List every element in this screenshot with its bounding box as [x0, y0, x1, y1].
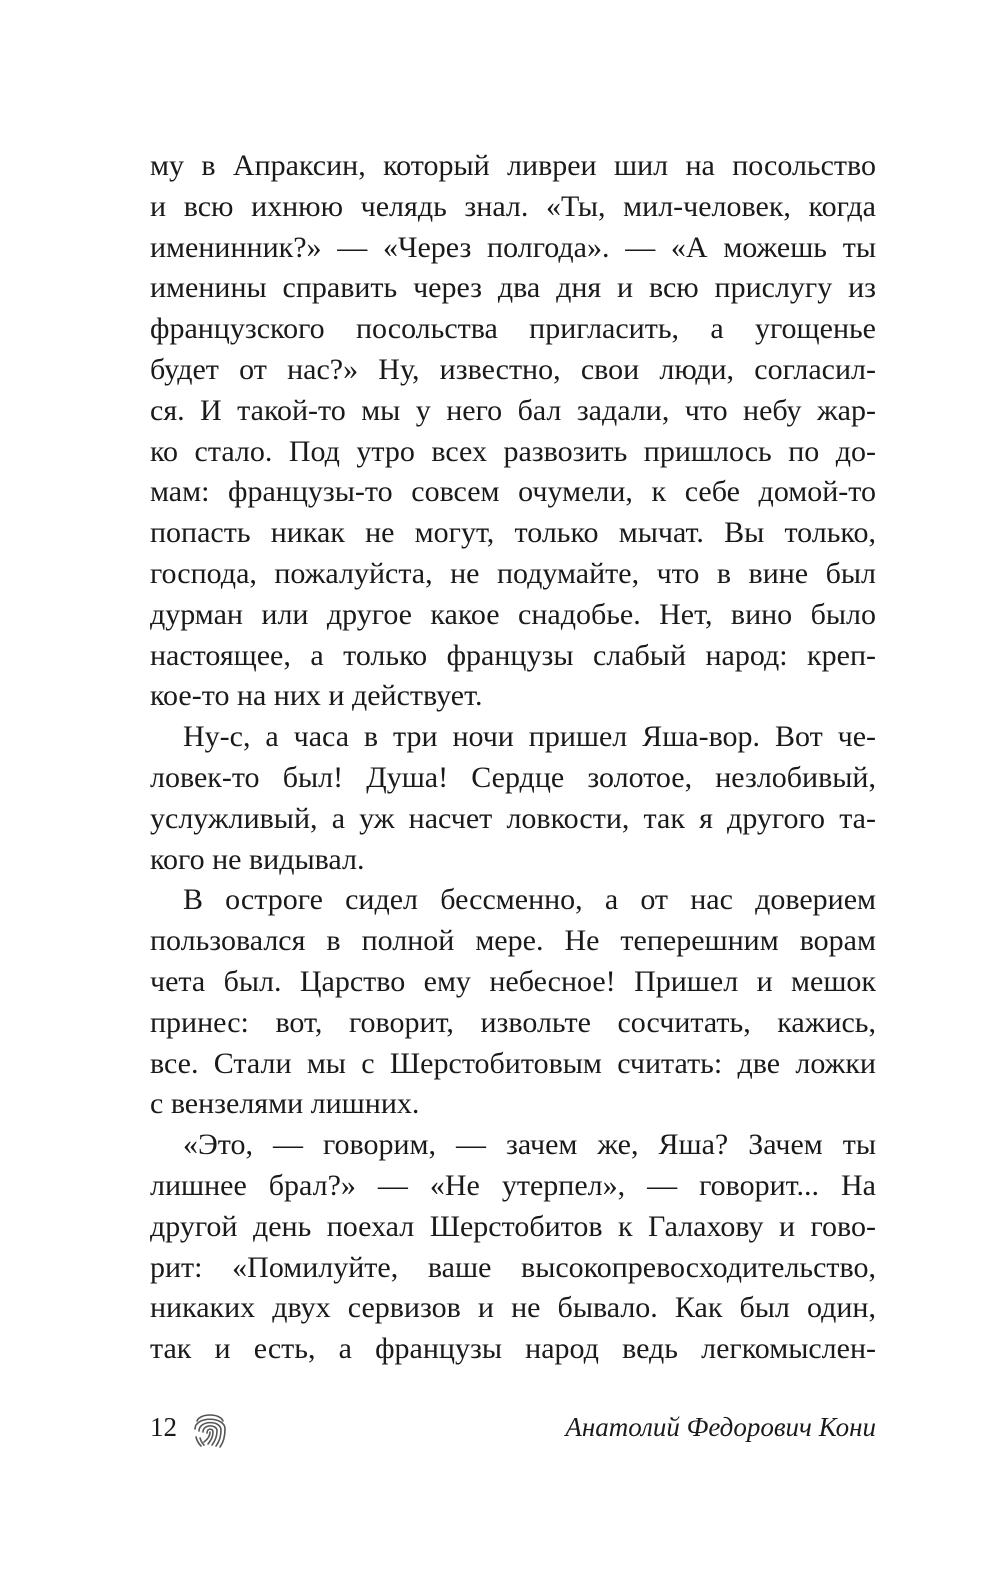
- text-line: ся. И такой-то мы у него бал задали, что небу жар-: [150, 393, 876, 427]
- text-line: все. Стали мы с Шерстобитовым считать: две ложки: [150, 1046, 876, 1080]
- text-line: лишнее брал?» — «Не утерпел», — говорит... На: [150, 1168, 876, 1202]
- text-line: никаких двух сервизов и не бывало. Как был один,: [150, 1291, 876, 1325]
- text-line: мам: французы-то совсем очумели, к себе домой-то: [150, 475, 876, 509]
- text-line: В остроге сидел бессменно, а от нас доверием: [183, 883, 876, 917]
- text-line: французского посольства пригласить, а угощенье: [150, 312, 876, 346]
- text-line: пользовался в полной мере. Не теперешним ворам: [150, 924, 876, 958]
- text-line: рит: «Помилуйте, ваше высокопревосходительство,: [150, 1250, 876, 1284]
- text-line: господа, пожалуйста, не подумайте, что в вине был: [150, 556, 876, 590]
- text-line: так и есть, а французы народ ведь легкомыслен-: [150, 1332, 876, 1366]
- text-line: принес: вот, говорит, извольте сосчитать, кажись,: [150, 1005, 876, 1039]
- text-line: чета был. Царство ему небесное! Пришел и мешок: [150, 964, 876, 998]
- text-line: кое-то на них и действует.: [150, 679, 483, 713]
- text-line: и всю ихнюю челядь знал. «Ты, мил-человек, когда: [150, 189, 876, 223]
- text-line: с вензелями лишних.: [150, 1087, 420, 1121]
- page-number: 12: [150, 1412, 177, 1442]
- page-footer: [150, 1407, 876, 1451]
- text-line: настоящее, а только французы слабый народ: креп-: [150, 638, 876, 672]
- body-text: [150, 146, 876, 1370]
- footer-author: Анатолий Федорович Кони: [565, 1412, 876, 1442]
- text-line: кого не видывал.: [150, 842, 365, 876]
- text-line: именины справить через два дня и всю прислугу из: [150, 271, 876, 305]
- text-line: Ну-с, а часа в три ночи пришел Яша-вор. Вот че-: [183, 720, 876, 754]
- text-line: му в Апраксин, который ливреи шил на посольство: [150, 149, 876, 182]
- text-line: другой день поехал Шерстобитов к Галахову и гово-: [150, 1209, 876, 1243]
- text-line: именинник?» — «Через полгода». — «А можешь ты: [150, 230, 876, 264]
- text-line: «Это, — говорим, — зачем же, Яша? Зачем ты: [183, 1128, 876, 1162]
- text-line: ловек-то был! Душа! Сердце золотое, незлобивый,: [150, 760, 876, 794]
- fingerprint-icon: [192, 1407, 228, 1451]
- text-line: ко стало. Под утро всех развозить пришлось по до-: [150, 434, 876, 468]
- text-line: будет от нас?» Ну, известно, свои люди, согласил-: [150, 352, 876, 386]
- text-line: попасть никак не могут, только мычат. Вы только,: [150, 516, 876, 550]
- text-line: услужливый, а уж насчет ловкости, так я другого та-: [150, 801, 876, 835]
- text-line: дурман или другое какое снадобье. Нет, вино было: [150, 597, 876, 631]
